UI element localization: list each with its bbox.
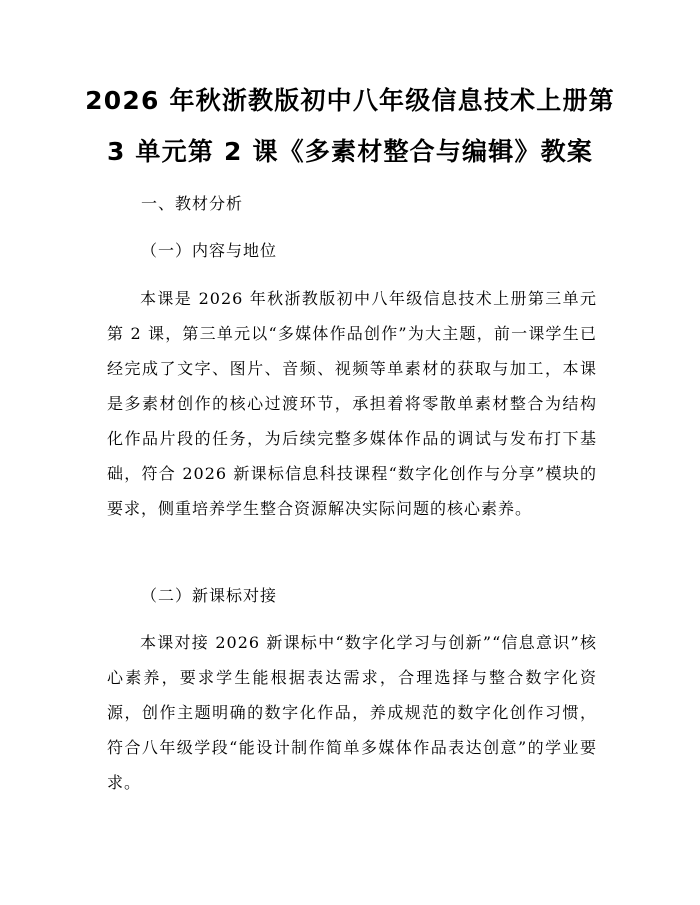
document-title-line-2: 3 单元第 2 课《多素材整合与编辑》教案 <box>106 137 594 166</box>
document-title-line-1: 2026 年秋浙教版初中八年级信息技术上册第 <box>85 86 615 115</box>
curriculum-alignment-paragraph: 本课对接 2026 新课标中“数字化学习与创新”“信息意识”核心素养，要求学生能根据表达需求，合理选择与整合数字化资源，创作主题明确的数字化作品，养成规范的数字化创作习惯，符合八年级学段“能设计制作简单多媒体作品表达创意”的学业要求。 <box>107 633 597 792</box>
subsection-heading-content-position: （一）内容与地位 <box>141 241 278 260</box>
content-position-paragraph: 本课是 2026 年秋浙教版初中八年级信息技术上册第三单元第 2 课，第三单元以“多媒体作品创作”为大主题，前一课学生已经完成了文字、图片、音频、视频等单素材的获取与加工，本课是多素材创作的核心过渡环节，承担着将零散单素材整合为结构化作品片段的任务，为后续完整多媒体作品的调试与发布打下基础，符合 2026 新课标信息科技课程“数字化创作与分享”模块的要求，侧重培养学生整合资源解决实际问题的核心素养。 <box>107 289 597 518</box>
section-heading-materials-analysis: 一、教材分析 <box>141 194 244 213</box>
subsection-heading-curriculum-alignment: （二）新课标对接 <box>141 586 278 605</box>
